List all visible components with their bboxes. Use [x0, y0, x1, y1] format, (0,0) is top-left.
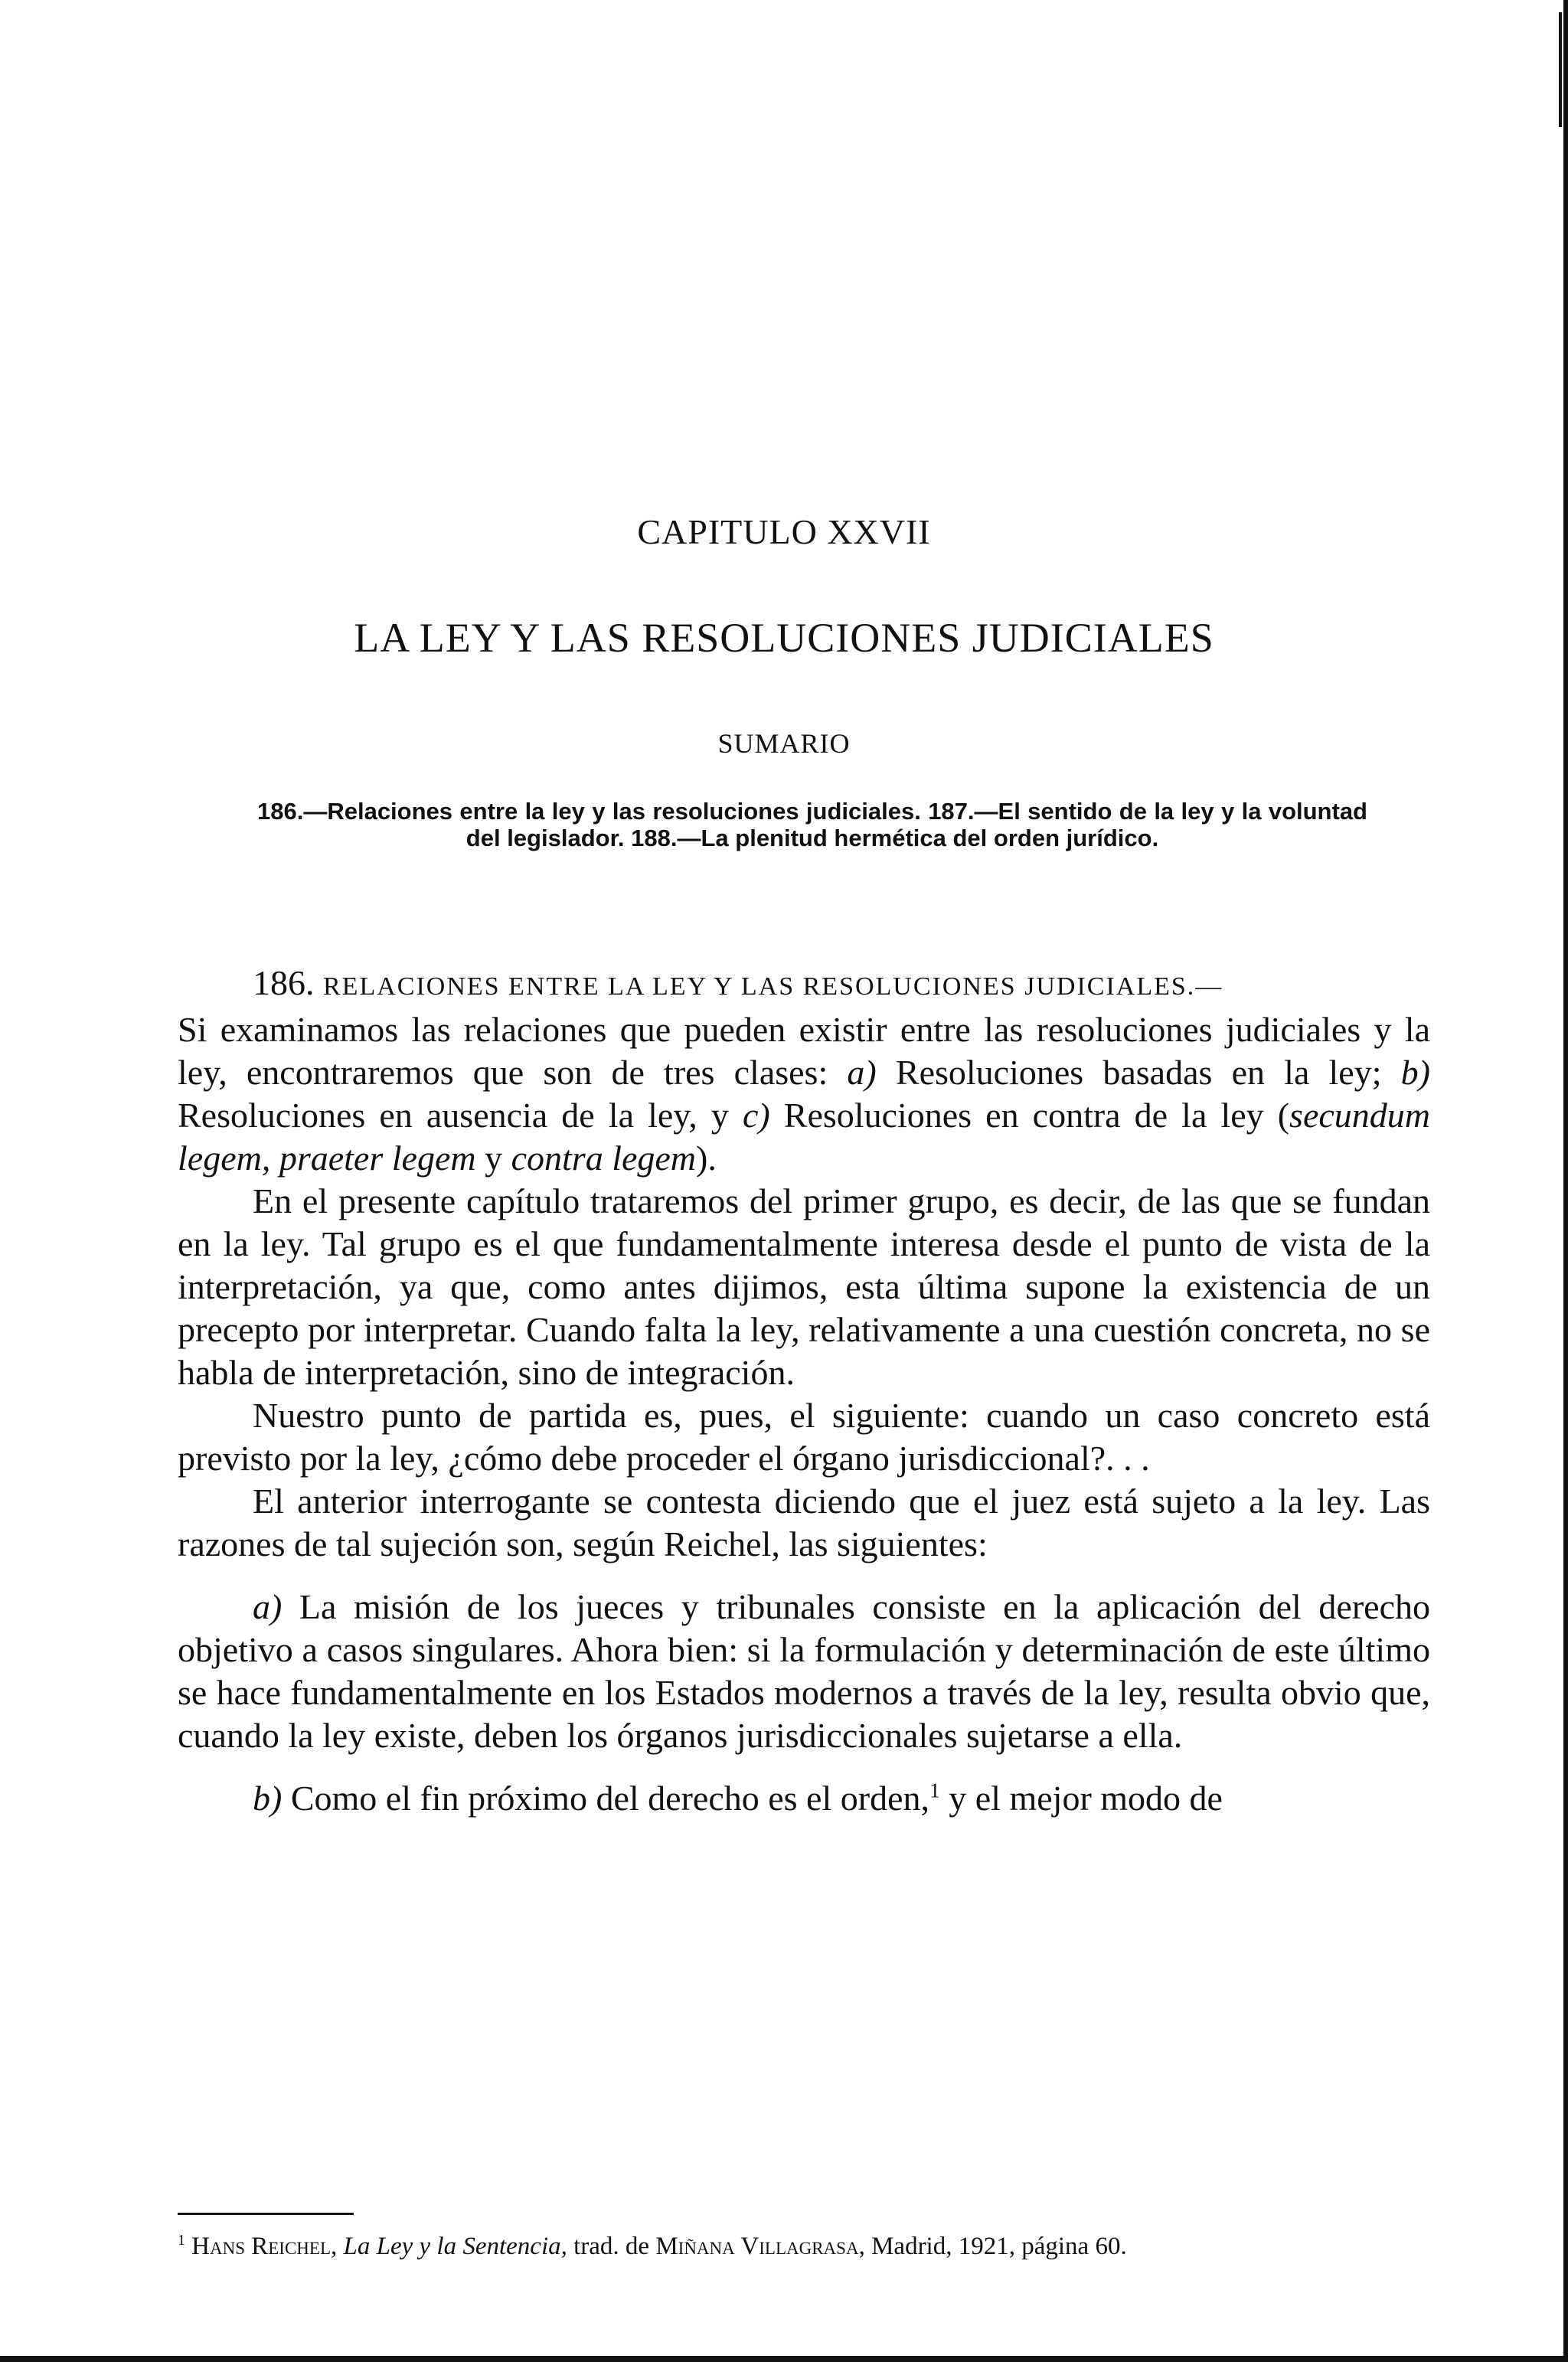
item-b-text-end: y el mejor modo de [939, 1779, 1223, 1818]
p1-latin-1: secundum legem, praeter legem [178, 1096, 1431, 1178]
list-item-a [178, 1586, 1430, 1757]
section-title: RELACIONES ENTRE LA LEY Y LAS RESOLUCIONES JUDICIALES.— [323, 972, 1223, 1001]
footnote [178, 2233, 1430, 2260]
paragraph-1 [178, 1008, 1430, 1180]
p1-text-a: Si examinamos las relaciones que pueden existir entre las resoluciones judiciales y la ley, encontraremos que son de tres clases: [178, 1010, 1430, 1092]
footnote-ref: 1 [929, 1778, 940, 1802]
item-a-label: a) [253, 1587, 283, 1626]
paragraph-3: Nuestro punto de partida es, pues, el siguiente: cuando un caso concreto está previsto por la ley, ¿cómo debe proceder el órgano jurisdiccional?. . . [178, 1396, 1430, 1478]
section-heading-paragraph [178, 962, 1430, 1008]
scan-border-right [1563, 0, 1568, 2362]
footnote-translator: Miñana Villagrasa, [655, 2233, 865, 2260]
paragraph-2: En el presente capítulo trataremos del primer grupo, es decir, de las que se fundan en la ley. Tal grupo es el que fundamentalmente interesa desde el punto de vista de la interpretación, ya que, como antes dijimos, esta última supone la existencia de un precepto por interpretar. Cuando falta la ley, relativamente a una cuestión concreta, no se habla de interpretación, sino de integración. [178, 1181, 1430, 1392]
footnote-divider [178, 2213, 354, 2215]
p1-label-a: a) [847, 1053, 877, 1092]
item-b-text: Como el fin próximo del derecho es el orden, [282, 1779, 929, 1818]
scan-border-mark [1559, 12, 1562, 127]
item-b-label: b) [253, 1779, 283, 1818]
sumario-text: 186.—Relaciones entre la ley y las resoluciones judiciales. 187.—El sentido de la ley y la voluntad del legislador. 188.—La plenitud hermética del orden jurídico. [257, 798, 1367, 851]
chapter-number: CAPITULO XXVII [637, 512, 931, 551]
item-a-text: La misión de los jueces y tribunales consiste en la aplicación del derecho objetivo a casos singulares. Ahora bien: si la formulación y determinación de este último se hace fundamentalmente en los Estados modernos a través de la ley, resulta obvio que, cuando la ley existe, deben los órganos jurisdiccionales sujetarse a ella. [178, 1587, 1430, 1755]
main-body [178, 962, 1430, 1820]
paragraph-4: El anterior interrogante se contesta diciendo que el juez está sujeto a la ley. Las razones de tal sujeción son, según Reichel, las siguientes: [178, 1482, 1430, 1563]
footnote-rest: Madrid, 1921, página 60. [864, 2233, 1127, 2260]
scan-border-bottom [0, 2356, 1568, 2362]
p1-latin-2: contra legem [511, 1139, 697, 1178]
footnote-trad: trad. de [567, 2233, 656, 2260]
section-number: 186. [253, 963, 315, 1002]
p1-text-end: ). [696, 1139, 717, 1178]
p1-text-c: Resoluciones en ausencia de la ley, y [178, 1096, 743, 1135]
footnote-author: Hans Reichel, [191, 2233, 338, 2260]
p1-label-b: b) [1400, 1053, 1430, 1092]
sumario-heading: SUMARIO [717, 728, 851, 759]
p1-text-y: y [475, 1139, 511, 1178]
chapter-title: LA LEY Y LAS RESOLUCIONES JUDICIALES [354, 615, 1214, 661]
p1-text-b: Resoluciones basadas en la ley; [876, 1053, 1401, 1092]
p1-text-d: Resoluciones en contra de la ley ( [769, 1096, 1290, 1135]
list-item-b [178, 1777, 1430, 1820]
footnote-work: La Ley y la Sentencia, [343, 2233, 567, 2260]
footnote-marker: 1 [178, 2232, 185, 2249]
p1-label-c: c) [742, 1096, 770, 1135]
